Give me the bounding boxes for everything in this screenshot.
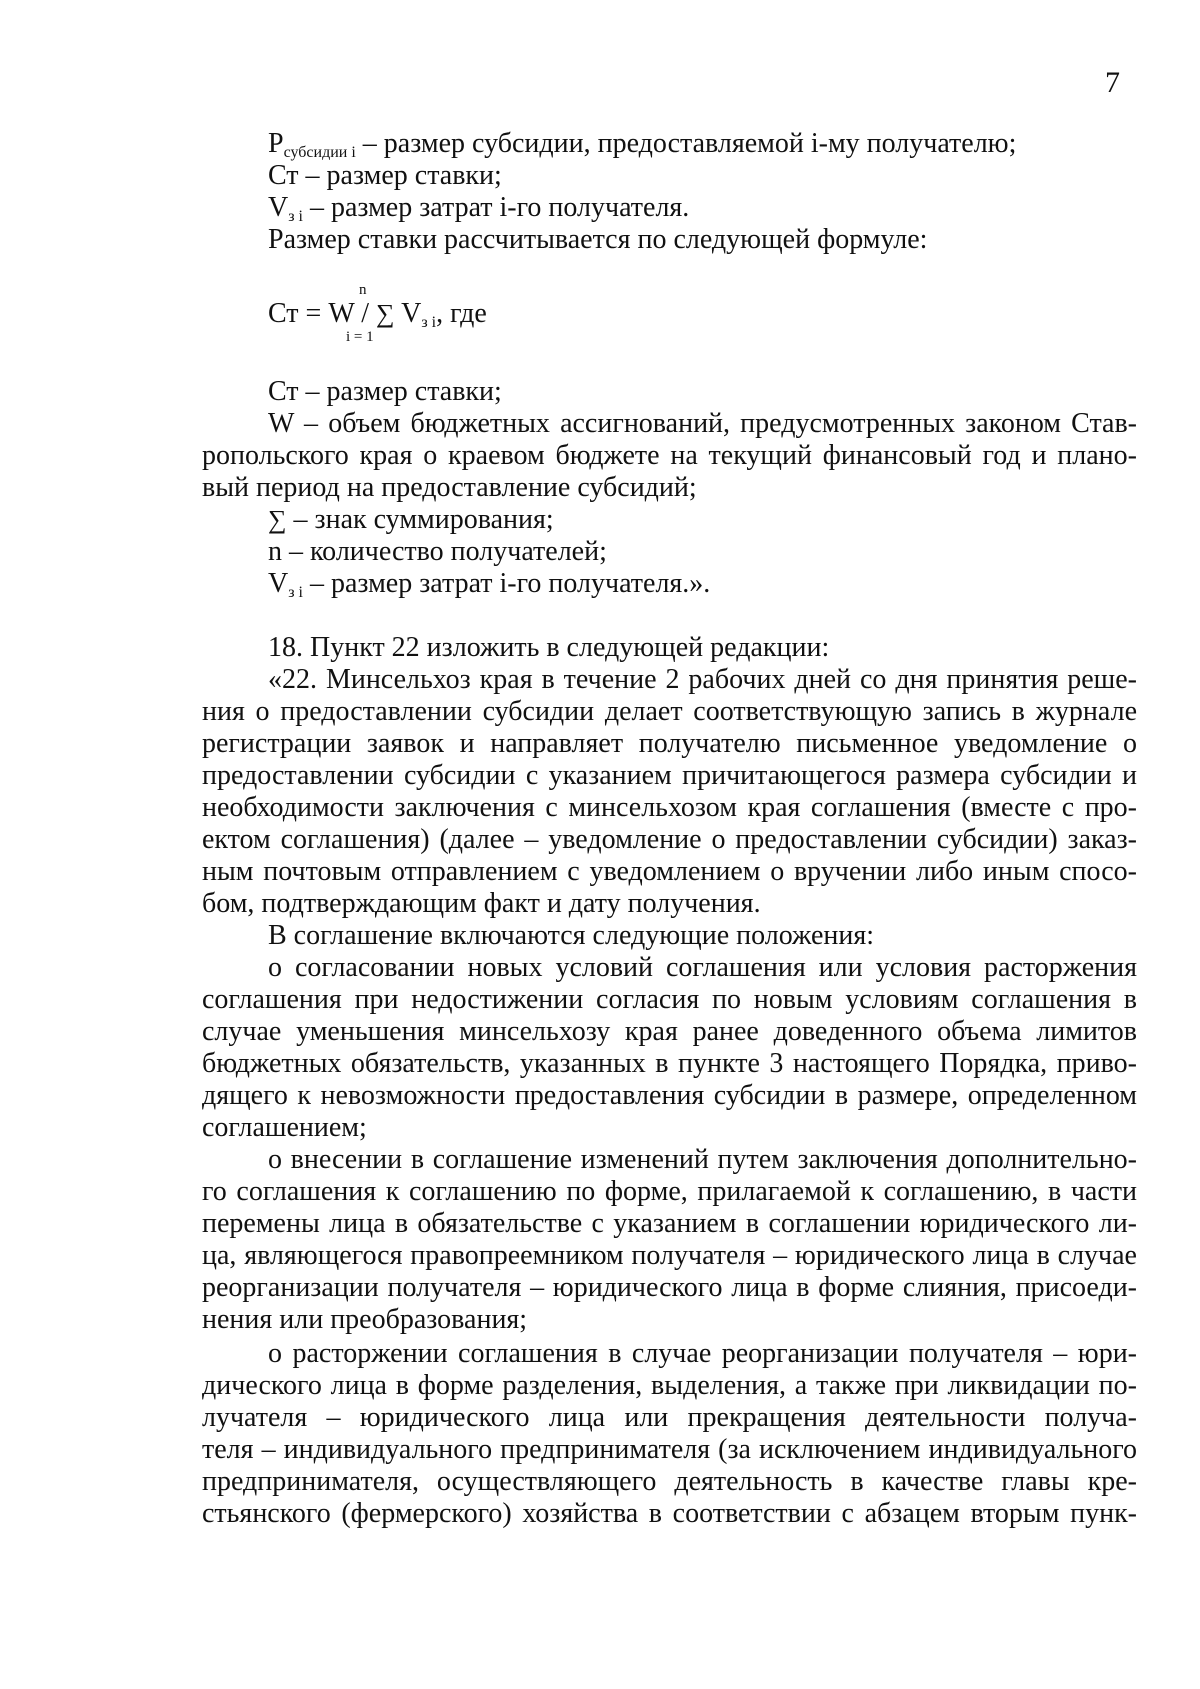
paragraph-line: дящего к невозможности предоставления субсидии в размере, определенном [202, 1080, 1137, 1111]
paragraph-line: соглашением; [202, 1112, 367, 1143]
paragraph-line: о расторжении соглашения в случае реорганизации получателя – юри- [268, 1338, 1137, 1369]
definition-w-line: ропольского края о краевом бюджете на текущий финансовый год и плано- [202, 440, 1137, 471]
paragraph-line: теля – индивидуального предпринимателя (за исключением индивидуального [202, 1434, 1137, 1465]
paragraph-line: лучателя – юридического лица или прекращения деятельности получа- [202, 1402, 1137, 1433]
paragraph-line: предпринимателя, осуществляющего деятельность в качестве главы кре- [202, 1466, 1137, 1497]
definition-costs: $V_{з i}$ – размер затрат i-го получателя. [268, 192, 690, 225]
sum-upper-limit: n [359, 282, 367, 298]
rate-formula: Ст = W / ∑ $V_{з i}$, где [268, 298, 487, 331]
definition-sum-sign: ∑ – знак суммирования; [268, 504, 554, 535]
paragraph-line: соглашения при недостижении согласия по новым условиям соглашения в [202, 984, 1137, 1015]
paragraph-line: реорганизации получателя – юридического лица в форме слияния, присоеди- [202, 1272, 1137, 1303]
definition-rate-2: Ст – размер ставки; [268, 376, 502, 407]
definition-p-subsidy: $P_{субсидии i}$ – размер субсидии, предоставляемой i-му получателю; [268, 128, 1017, 161]
definition-w-line: W – объем бюджетных ассигнований, предусмотренных законом Став- [268, 408, 1137, 439]
paragraph-line: нения или преобразования; [202, 1304, 528, 1335]
paragraph-line: перемены лица в обязательстве с указанием в соглашении юридического ли- [202, 1208, 1137, 1239]
sum-lower-limit: i = 1 [346, 329, 374, 345]
paragraph-line: ектом соглашения) (далее – уведомление о предоставлении субсидии) заказ- [202, 824, 1137, 855]
definition-rate: Ст – размер ставки; [268, 160, 502, 191]
definition-w-line: вый период на предоставление субсидий; [202, 472, 697, 503]
paragraph-line: «22. Минсельхоз края в течение 2 рабочих дней со дня принятия реше- [268, 664, 1137, 695]
page-number: 7 [1105, 66, 1120, 99]
paragraph-line: дического лица в форме разделения, выделения, а также при ликвидации по- [202, 1370, 1137, 1401]
paragraph-line: ца, являющегося правопреемником получателя – юридического лица в случае [202, 1240, 1137, 1271]
paragraph-line: В соглашение включаются следующие положения: [268, 920, 875, 951]
paragraph-line: 18. Пункт 22 изложить в следующей редакции: [268, 632, 830, 663]
definition-n: n – количество получателей; [268, 536, 607, 567]
formula-intro: Размер ставки рассчитывается по следующей формуле: [268, 224, 928, 255]
paragraph-line: о внесении в соглашение изменений путем заключения дополнительно- [268, 1144, 1137, 1175]
paragraph-line: ным почтовым отправлением с уведомлением о вручении либо иным спосо- [202, 856, 1137, 887]
sum-sign: ∑ [376, 299, 395, 328]
definition-costs-2: $V_{з i}$ – размер затрат i-го получателя.». [268, 568, 711, 601]
paragraph-line: предоставлении субсидии с указанием причитающегося размера субсидии и [202, 760, 1137, 791]
paragraph-line: о согласовании новых условий соглашения или условия расторжения [268, 952, 1137, 983]
paragraph-line: го соглашения к соглашению по форме, прилагаемой к соглашению, в части [202, 1176, 1137, 1207]
paragraph-line: необходимости заключения с минсельхозом края соглашения (вместе с про- [202, 792, 1137, 823]
paragraph-line: случае уменьшения минсельхозу края ранее доведенного объема лимитов [202, 1016, 1137, 1047]
paragraph-line: регистрации заявок и направляет получателю письменное уведомление о [202, 728, 1137, 759]
paragraph-line: ния о предоставлении субсидии делает соответствующую запись в журнале [202, 696, 1137, 727]
paragraph-line: бюджетных обязательств, указанных в пункте 3 настоящего Порядка, приво- [202, 1048, 1137, 1079]
paragraph-line: стьянского (фермерского) хозяйства в соответствии с абзацем вторым пунк- [202, 1498, 1137, 1529]
paragraph-line: бом, подтверждающим факт и дату получения. [202, 888, 761, 919]
